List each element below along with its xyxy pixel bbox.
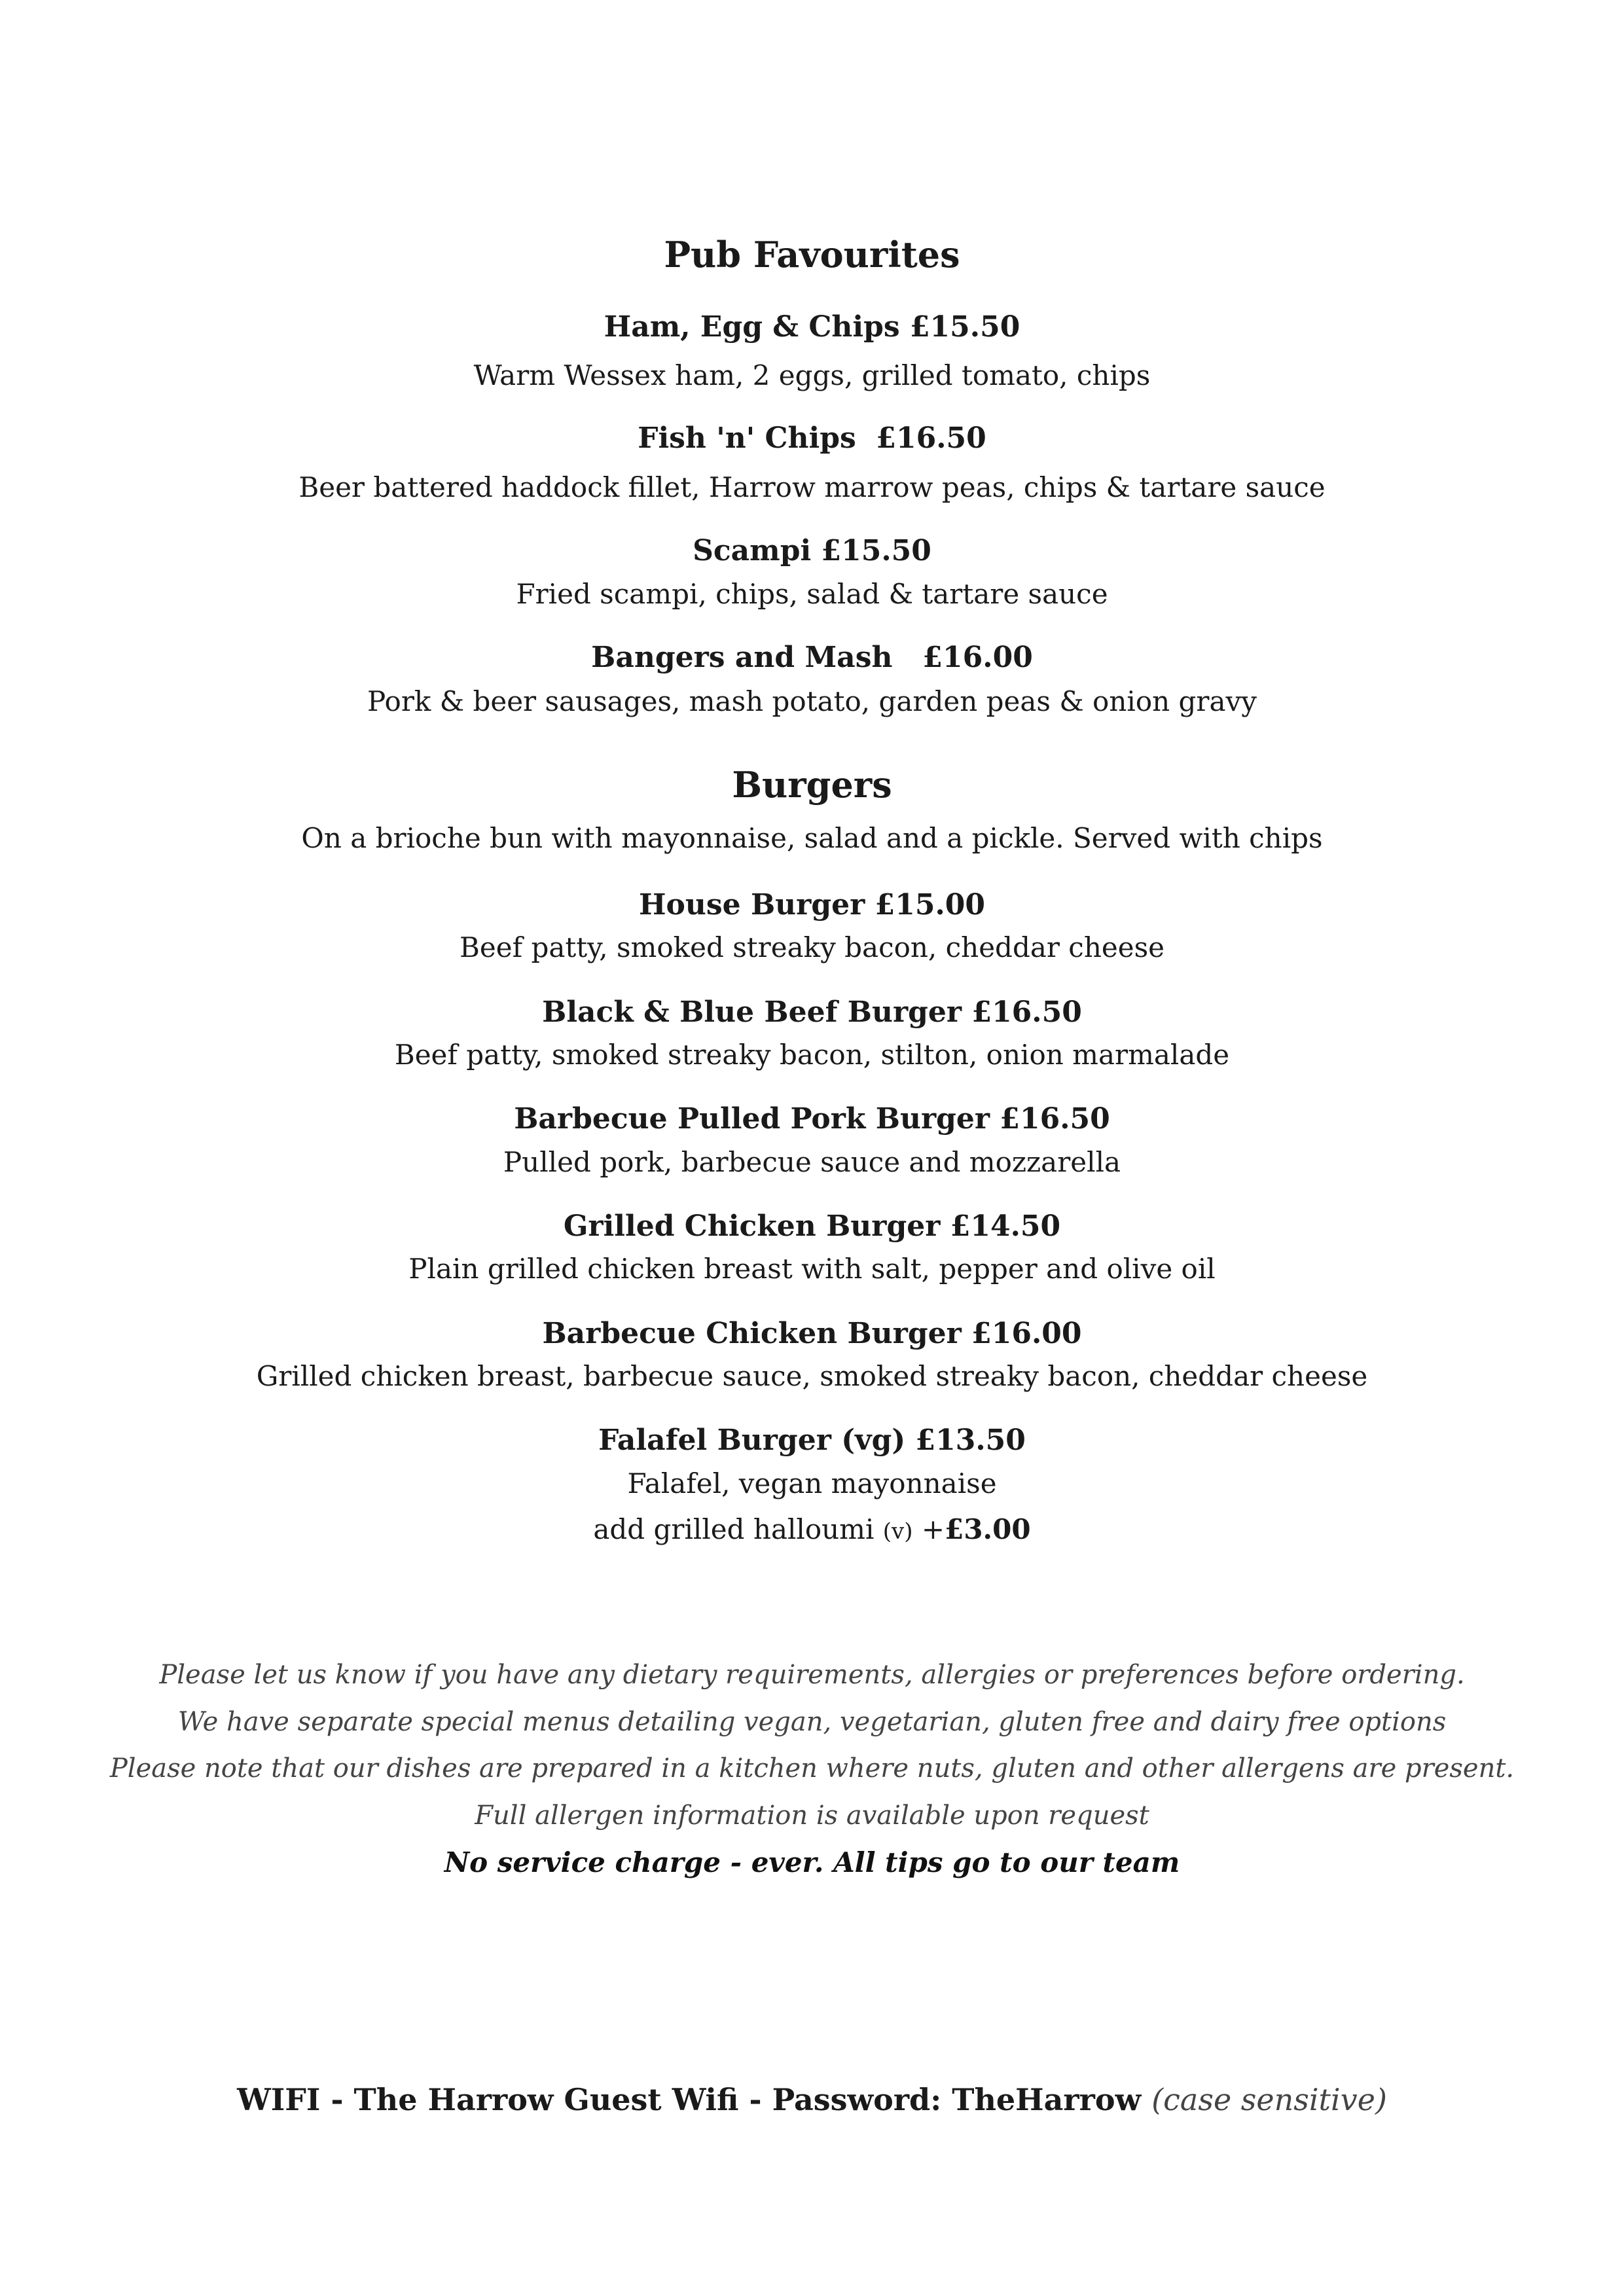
menu-item-price: £15.50	[821, 534, 931, 567]
menu-item-title	[0, 1102, 1624, 1136]
menu-item-description: Beef patty, smoked streaky bacon, stilton, onion marmalade	[394, 1039, 1230, 1071]
vegetarian-tag: (v)	[882, 1518, 913, 1545]
notice-service-charge: No service charge - ever. All tips go to our team	[444, 1846, 1180, 1878]
notice-special-menus: We have separate special menus detailing vegan, vegetarian, gluten free and dairy free options	[177, 1707, 1447, 1737]
section-title-burgers: Burgers	[732, 764, 892, 806]
menu-item-price: £16.50	[1000, 1102, 1110, 1136]
menu-item-description: Warm Wessex ham, 2 eggs, grilled tomato, chips	[473, 359, 1151, 391]
menu-item-title	[0, 1212, 1624, 1241]
menu-item-name: Barbecue Pulled Pork Burger	[514, 1102, 990, 1136]
addon-text: add grilled halloumi	[593, 1513, 883, 1545]
menu-item-description: Grilled chicken breast, barbecue sauce, smoked streaky bacon, cheddar cheese	[256, 1360, 1368, 1392]
menu-item-description: Fried scampi, chips, salad & tartare sauce	[516, 578, 1108, 610]
menu-item-title	[0, 998, 1624, 1027]
menu-item-title	[0, 424, 1624, 453]
menu-item-price: £16.00	[971, 1317, 1082, 1350]
wifi-info	[0, 2082, 1624, 2117]
section-title-pub-favourites: Pub Favourites	[664, 234, 960, 276]
menu-item-title	[0, 534, 1624, 567]
menu-item-title	[0, 888, 1624, 922]
menu-addon	[0, 1513, 1624, 1545]
notice-dietary: Please let us know if you have any dietary requirements, allergies or preferences before ordering.	[159, 1660, 1465, 1690]
menu-item-description: Beef patty, smoked streaky bacon, cheddar cheese	[460, 931, 1164, 963]
menu-item-name: Falafel Burger (vg)	[598, 1424, 906, 1457]
wifi-text: WIFI - The Harrow Guest Wifi - Password: TheHarrow	[237, 2082, 1142, 2117]
menu-item-price: £15.00	[875, 888, 986, 922]
menu-item-price: £13.50	[915, 1424, 1026, 1457]
menu-item-description: Plain grilled chicken breast with salt, pepper and olive oil	[408, 1253, 1216, 1285]
addon-price: £3.00	[945, 1513, 1031, 1545]
menu-item-description: Beer battered haddock fillet, Harrow marrow peas, chips & tartare sauce	[298, 471, 1326, 503]
menu-item-title	[0, 1426, 1624, 1455]
menu-item-title	[0, 310, 1624, 344]
wifi-note: (case sensitive)	[1151, 2082, 1387, 2117]
menu-item-description: Pork & beer sausages, mash potato, garden peas & onion gravy	[367, 685, 1257, 717]
menu-item-name: Barbecue Chicken Burger	[542, 1317, 962, 1350]
addon-plus: +	[912, 1513, 945, 1545]
menu-item-price: £15.50	[909, 310, 1020, 344]
menu-item-description: Pulled pork, barbecue sauce and mozzarella	[503, 1146, 1121, 1178]
menu-item-name: Grilled Chicken Burger	[563, 1210, 941, 1243]
menu-item-title	[0, 1319, 1624, 1348]
menu-item-name: Black & Blue Beef Burger	[542, 996, 962, 1029]
menu-item-price: £16.50	[971, 996, 1082, 1029]
notice-allergens: Please note that our dishes are prepared in a kitchen where nuts, gluten and other allergens are present.	[109, 1753, 1515, 1784]
menu-item-name: Ham, Egg & Chips	[604, 310, 900, 344]
section-subtitle-burgers: On a brioche bun with mayonnaise, salad and a pickle. Served with chips	[301, 822, 1323, 854]
menu-item-price: £14.50	[950, 1210, 1061, 1243]
menu-item-name: Fish 'n' Chips	[638, 422, 856, 455]
menu-item-name: House Burger	[638, 888, 865, 922]
menu-item-name: Scampi	[693, 534, 812, 567]
menu-item-title	[0, 643, 1624, 672]
menu-item-price: £16.50	[876, 422, 986, 455]
menu-item-description: Falafel, vegan mayonnaise	[627, 1467, 997, 1499]
menu-item-price: £16.00	[922, 641, 1033, 674]
menu-item-name: Bangers and Mash	[591, 641, 893, 674]
notice-allergen-info: Full allergen information is available upon request	[475, 1801, 1149, 1831]
